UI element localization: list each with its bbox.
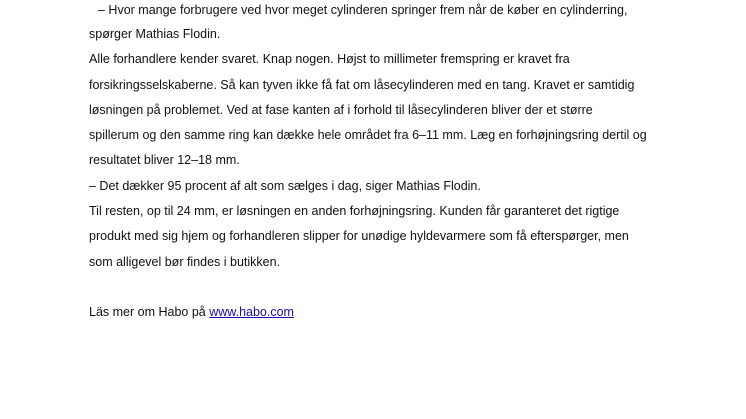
- paragraph-line: Til resten, op til 24 mm, er løsningen en anden forhøjningsring. Kunden får garanteret det rigtige: [89, 204, 620, 218]
- paragraph-line: som alligevel bør findes i butikken.: [89, 255, 281, 269]
- footer-prefix: Läs mer om Habo på: [89, 305, 210, 319]
- habo-website-link[interactable]: www.habo.com: [209, 305, 294, 319]
- paragraph-line: resultatet bliver 12–18 mm.: [89, 153, 240, 167]
- paragraph-line: forsikringsselskaberne. Så kan tyven ikke få fat om låsecylinderen med en tang. Kravet er samtidig: [89, 78, 635, 92]
- paragraph-line: produkt med sig hjem og forhandleren slipper for unødige hyldevarmere som få efterspørger, men: [89, 229, 629, 243]
- paragraph-line: – Hvor mange forbrugere ved hvor meget cylinderen springer frem når de køber en cylinderring,: [98, 3, 628, 17]
- footer-line: [89, 304, 294, 320]
- paragraph-line: spillerum og den samme ring kan dække hele området fra 6–11 mm. Læg en forhøjningsring dertil og: [89, 128, 647, 142]
- paragraph-line: Alle forhandlere kender svaret. Knap nogen. Højst to millimeter fremspring er kravet fra: [89, 52, 570, 66]
- paragraph-line: spørger Mathias Flodin.: [89, 27, 221, 41]
- paragraph-line: – Det dækker 95 procent af alt som sælges i dag, siger Mathias Flodin.: [89, 179, 481, 193]
- paragraph-line: løsningen på problemet. Ved at fase kanten af i forhold til låsecylinderen bliver der et større: [89, 103, 593, 117]
